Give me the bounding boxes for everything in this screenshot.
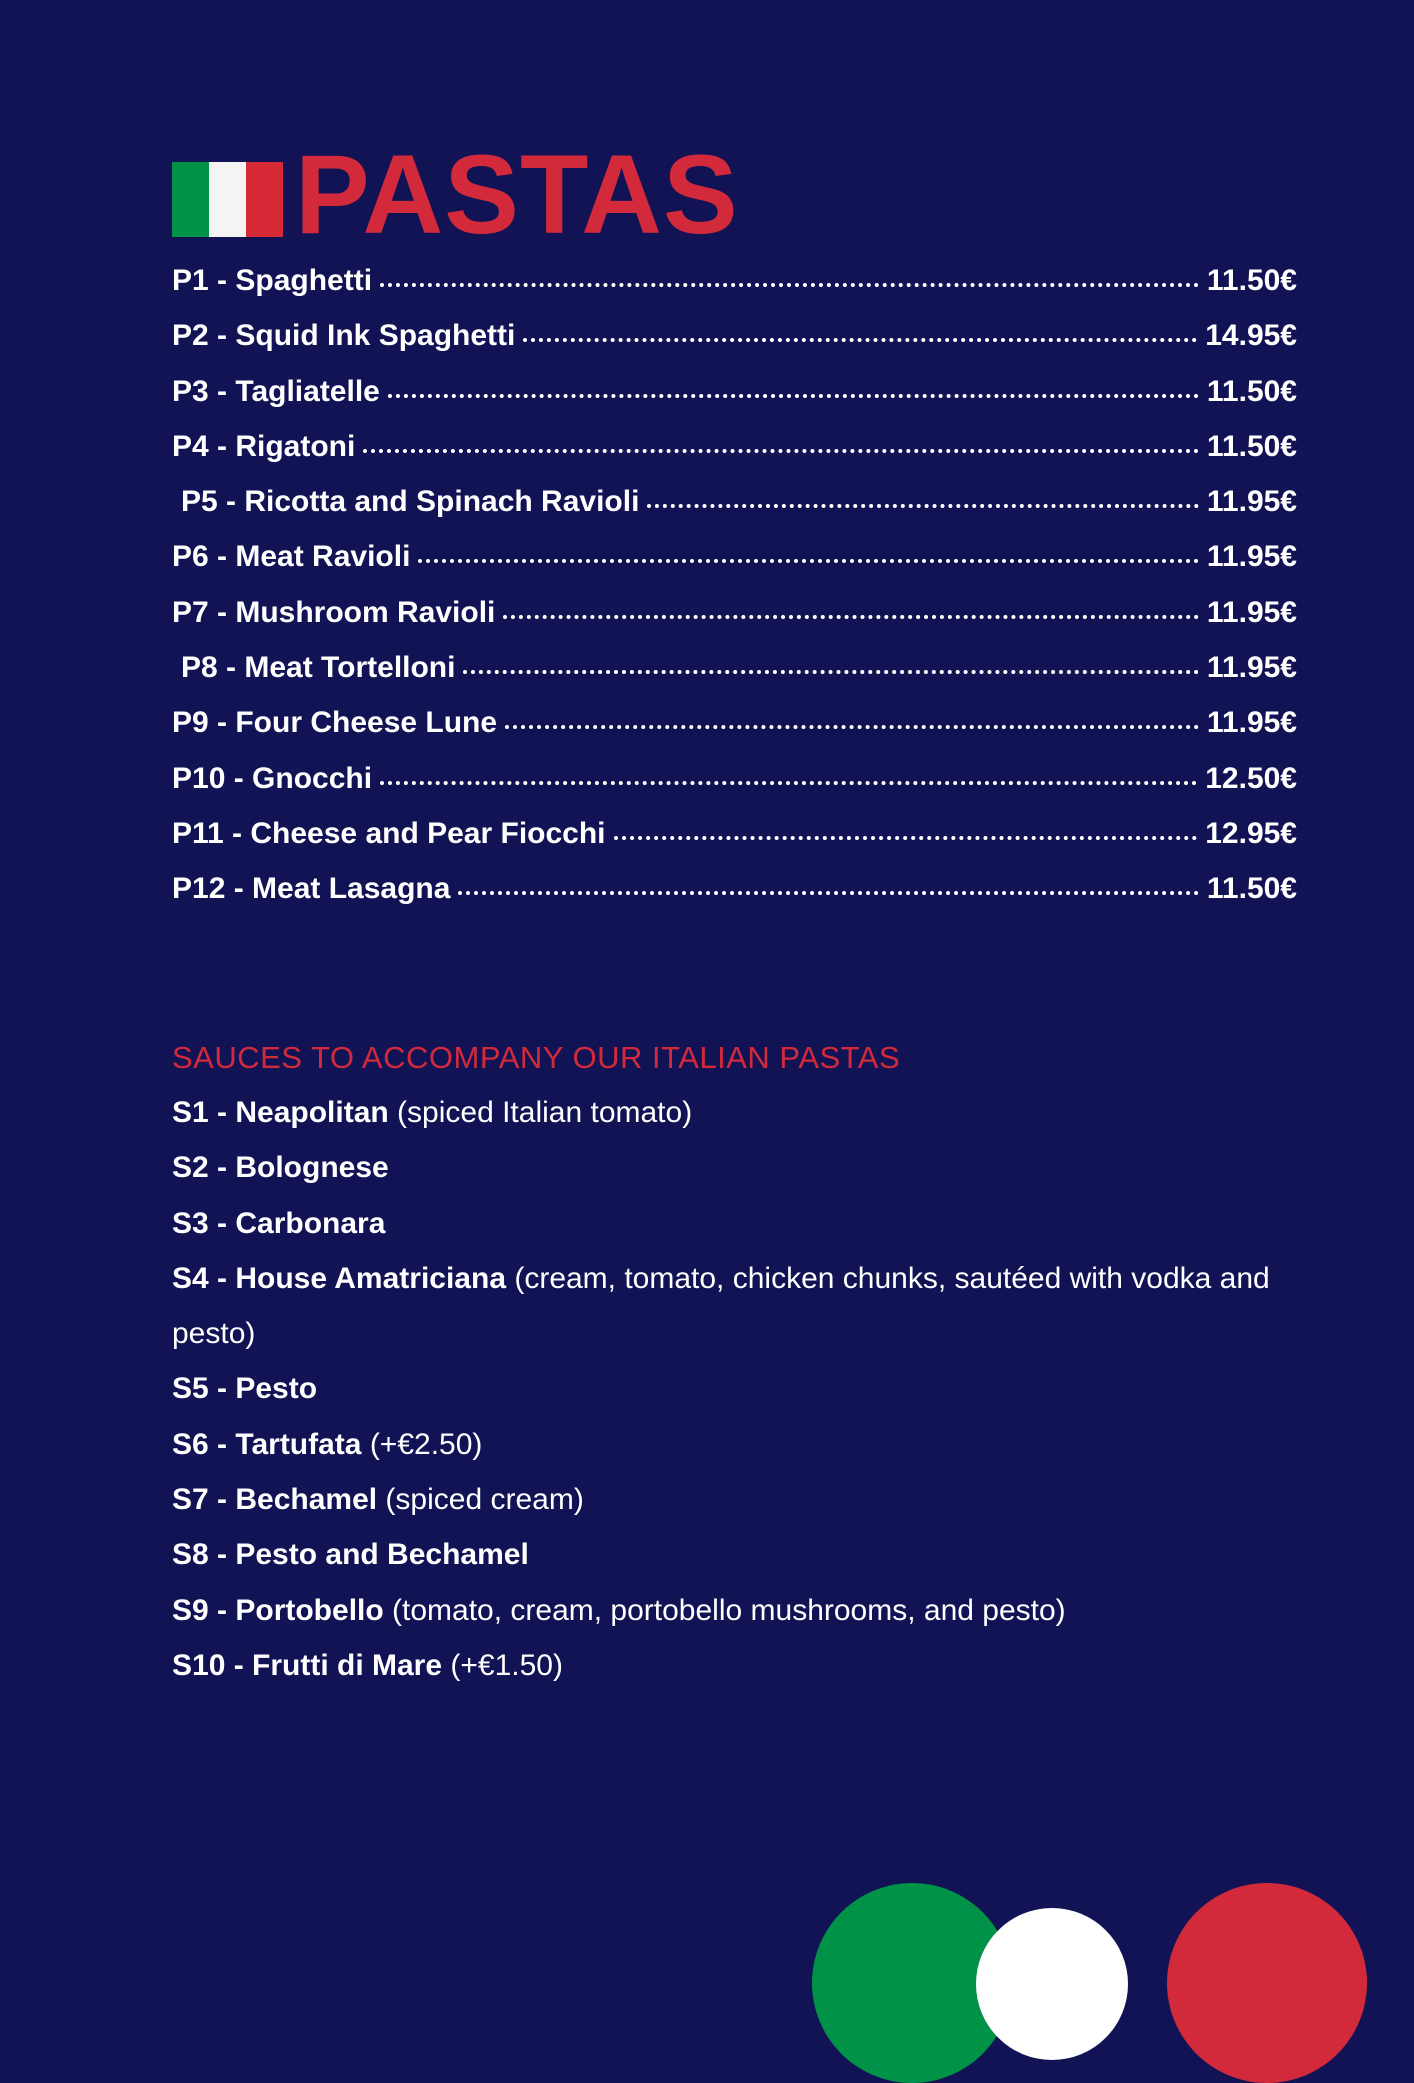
sauce-item: [172, 1361, 1322, 1416]
dot-leader: [505, 725, 1199, 729]
sauce-description: (spiced cream): [377, 1483, 584, 1517]
sauce-description: (+€2.50): [361, 1427, 483, 1461]
sauce-item: [172, 1638, 1322, 1693]
dot-leader: [363, 449, 1199, 453]
menu-item-price: 11.50€: [1206, 264, 1297, 297]
menu-item-price: 11.95€: [1206, 706, 1297, 740]
sauce-item: [172, 1085, 1322, 1140]
menu-item-row: [172, 861, 1297, 916]
pasta-list: [172, 253, 1297, 917]
menu-item-name: P10 - Gnocchi: [172, 761, 373, 795]
menu-item-name: P6 - Meat Ravioli: [172, 540, 411, 574]
sauce-description: (+€1.50): [442, 1648, 563, 1682]
sauce-name: S3 - Carbonara: [172, 1206, 386, 1240]
sauce-name: S10 - Frutti di Mare: [172, 1648, 443, 1682]
flag-white-stripe: [209, 162, 246, 237]
sauce-name: S6 - Tartufata: [172, 1427, 362, 1461]
dot-leader: [380, 283, 1199, 287]
menu-item-name: P4 - Rigatoni: [172, 429, 356, 463]
sauce-item: [172, 1196, 1322, 1251]
menu-item-price: 11.95€: [1206, 651, 1297, 685]
menu-item-name: P2 - Squid Ink Spaghetti: [172, 319, 516, 353]
menu-item-row: [172, 308, 1297, 363]
dot-leader: [380, 781, 1197, 785]
sauce-description: (spiced Italian tomato): [388, 1096, 693, 1129]
sauce-item: [172, 1251, 1322, 1362]
dot-leader: [503, 615, 1199, 619]
dot-leader: [614, 836, 1198, 840]
sauce-item: [172, 1472, 1322, 1527]
flag-green-stripe: [172, 162, 209, 237]
menu-item-row: [172, 751, 1297, 806]
menu-item-price: 11.50€: [1206, 374, 1297, 408]
dot-leader: [388, 394, 1199, 398]
sauce-item: [172, 1527, 1322, 1582]
menu-item-name: P12 - Meat Lasagna: [172, 872, 451, 906]
dot-leader: [647, 504, 1198, 508]
menu-item-row: [172, 253, 1297, 308]
menu-item-name: P11 - Cheese and Pear Fiocchi: [172, 816, 606, 850]
dot-leader: [418, 559, 1198, 563]
menu-item-row: [172, 364, 1297, 419]
decorative-white-circle: [976, 1908, 1128, 2060]
dot-leader: [523, 338, 1197, 342]
sauce-name: S1 - Neapolitan: [172, 1096, 389, 1129]
menu-item-name: P7 - Mushroom Ravioli: [172, 595, 496, 629]
menu-item-row: [172, 806, 1297, 861]
sauce-name: S2 - Bolognese: [172, 1151, 389, 1185]
sauce-description: (cream, tomato, chicken chunks, sautéed with vodka and pesto): [172, 1261, 1270, 1351]
sauce-name: S7 - Bechamel: [172, 1483, 378, 1517]
menu-item-row: [172, 640, 1297, 695]
sauces-heading: SAUCES TO ACCOMPANY OUR ITALIAN PASTAS: [172, 1040, 901, 1075]
menu-item-row: [172, 585, 1297, 640]
menu-item-name: P8 - Meat Tortelloni: [181, 651, 456, 685]
menu-item-price: 12.95€: [1205, 816, 1297, 850]
dot-leader: [463, 670, 1198, 674]
menu-item-row: [172, 695, 1297, 750]
flag-red-stripe: [246, 162, 283, 237]
menu-item-name: P9 - Four Cheese Lune: [172, 706, 498, 740]
sauce-item: [172, 1583, 1322, 1638]
sauce-description: (tomato, cream, portobello mushrooms, and pesto): [383, 1593, 1066, 1627]
menu-item-row: [172, 419, 1297, 474]
italian-flag-icon: [172, 162, 283, 237]
menu-item-price: 11.95€: [1206, 485, 1297, 519]
menu-item-price: 14.95€: [1205, 319, 1297, 353]
menu-item-row: [172, 474, 1297, 529]
sauce-list: [172, 1085, 1322, 1693]
menu-item-price: 12.50€: [1205, 761, 1297, 795]
sauce-name: S8 - Pesto and Bechamel: [172, 1538, 529, 1572]
sauce-item: [172, 1140, 1322, 1195]
menu-item-name: P3 - Tagliatelle: [172, 374, 380, 408]
menu-item-name: P1 - Spaghetti: [172, 264, 373, 297]
menu-item-price: 11.95€: [1206, 540, 1297, 574]
menu-item-price: 11.50€: [1206, 872, 1297, 906]
sauce-name: S9 - Portobello: [172, 1593, 384, 1627]
sauce-item: [172, 1417, 1322, 1472]
menu-item-name: P5 - Ricotta and Spinach Ravioli: [181, 485, 640, 519]
menu-item-row: [172, 529, 1297, 584]
menu-item-price: 11.95€: [1206, 595, 1297, 629]
dot-leader: [458, 891, 1198, 895]
menu-item-price: 11.50€: [1206, 429, 1297, 463]
sauce-name: S4 - House Amatriciana: [172, 1261, 506, 1295]
page-title: PASTAS: [295, 132, 739, 257]
decorative-red-circle: [1167, 1883, 1367, 2083]
sauce-name: S5 - Pesto: [172, 1372, 318, 1406]
